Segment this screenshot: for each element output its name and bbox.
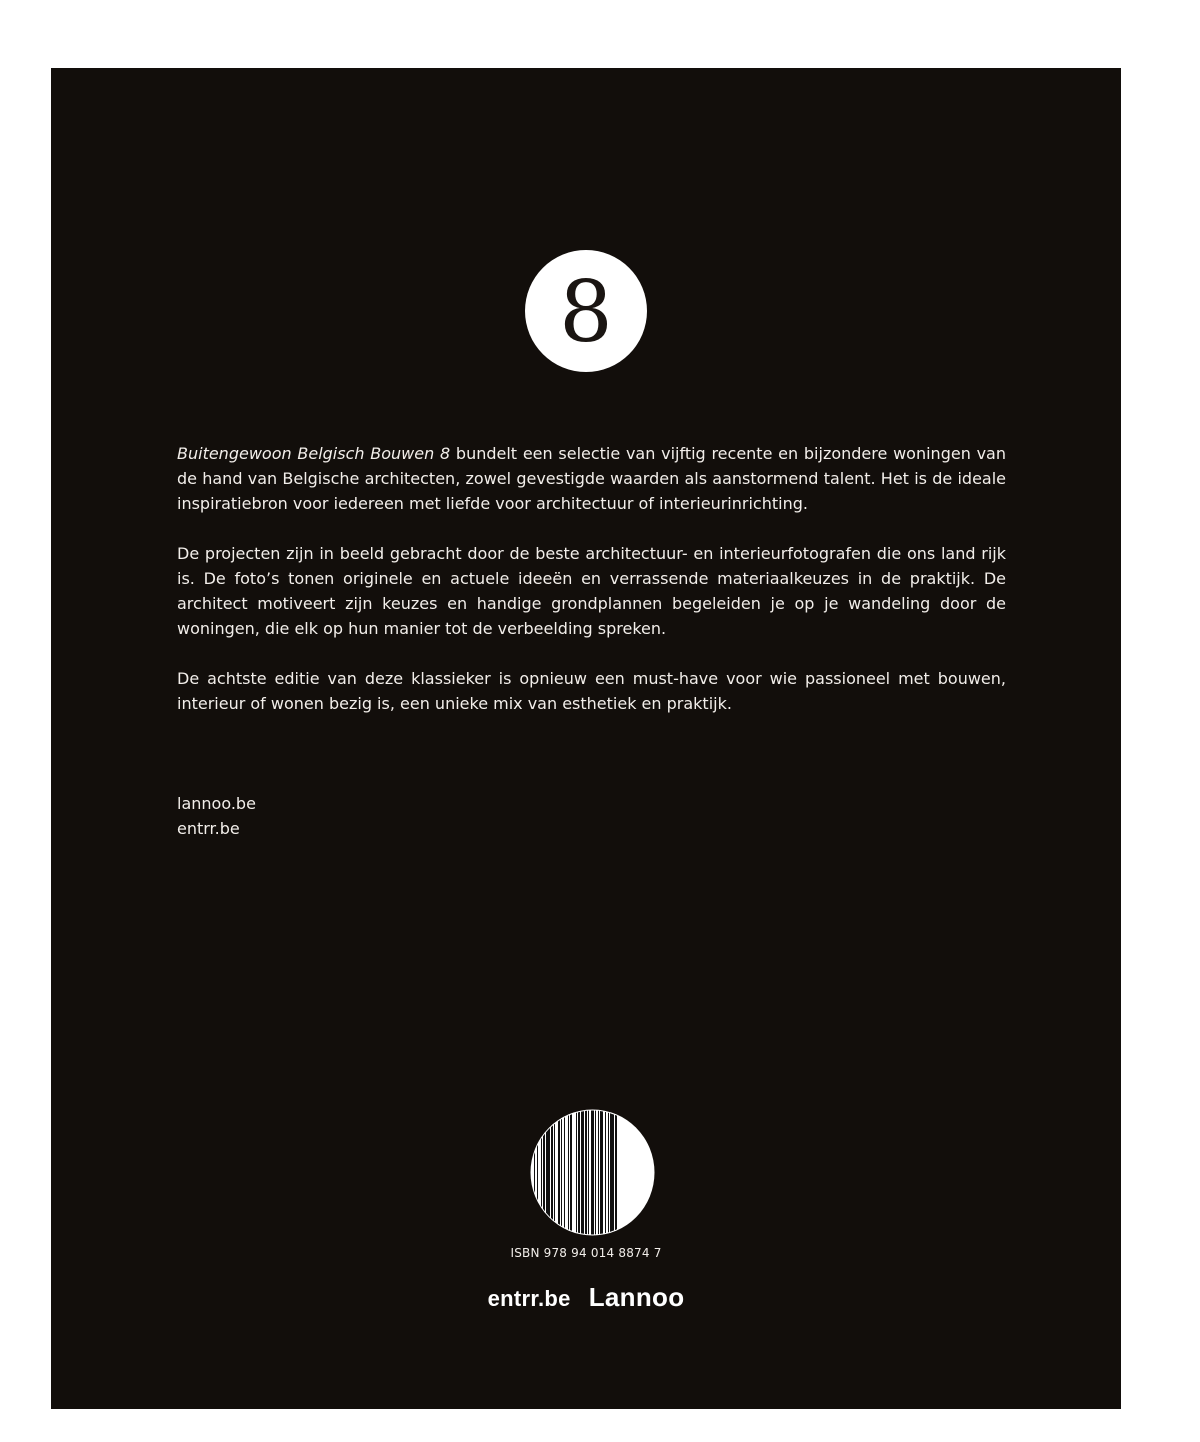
description	[177, 441, 1006, 741]
edition-badge	[525, 250, 647, 372]
description-paragraph-3: De achtste editie van deze klassieker is opnieuw een must-have voor wie passioneel met bouwen, interieur of wonen bezig is, een unieke mix van esthetiek en praktijk.	[177, 669, 1006, 713]
entrr-link[interactable]: entrr.be	[177, 819, 240, 838]
description-paragraph-1	[177, 441, 1006, 516]
edition-number: 8	[559, 263, 613, 361]
publisher-logos	[51, 1282, 1121, 1313]
isbn-number: ISBN 978 94 014 8874 7	[510, 1246, 662, 1260]
barcode-icon	[530, 1109, 655, 1236]
barcode	[530, 1109, 655, 1236]
entrr-logo: entrr.be	[487, 1286, 571, 1311]
lannoo-logo: Lannoo	[588, 1282, 685, 1312]
website-links	[177, 791, 256, 841]
lannoo-link[interactable]: lannoo.be	[177, 794, 256, 813]
description-paragraph-2: De projecten zijn in beeld gebracht door de beste architectuur- en interieurfotografen die ons land rijk is. De foto’s tonen originele en actuele ideeën en verrassende materiaalkeuzes in de praktijk. De architect motiveert zijn keuzes en handige grondplannen begeleiden je op je wandeling door de woningen, die elk op hun manier tot de verbeelding spreken.	[177, 544, 1006, 638]
intro-text: bundelt een selectie van vijftig recente en bijzondere woningen van de hand van Belgische architecten, zowel gevestigde waarden als aanstormend talent. Het is de ideale inspiratiebron voor iedereen met liefde voor architectuur of interieurinrichting.	[177, 444, 1006, 513]
book-title: Buitengewoon Belgisch Bouwen 8	[177, 444, 451, 463]
back-cover	[51, 68, 1121, 1409]
